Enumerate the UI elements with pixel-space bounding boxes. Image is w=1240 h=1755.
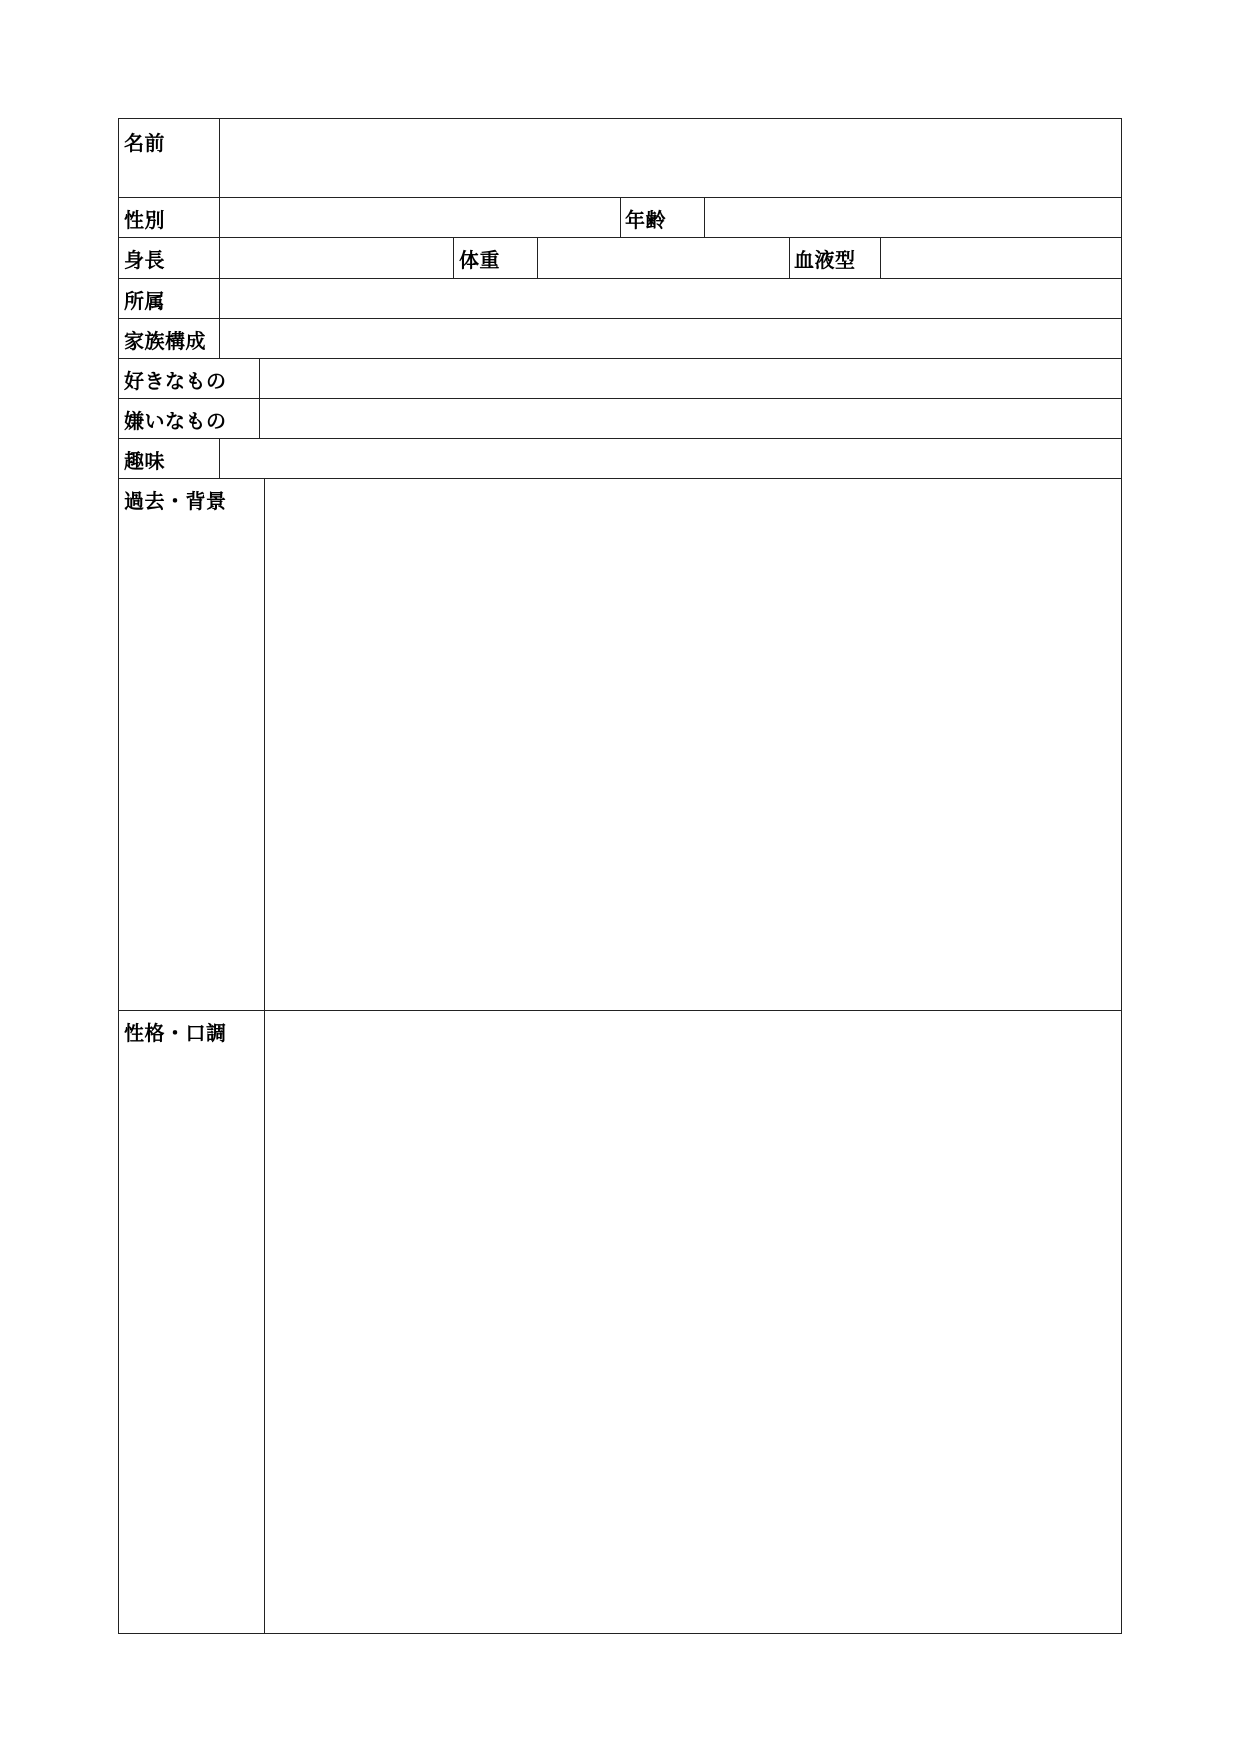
- dislikes-field[interactable]: [260, 399, 1121, 438]
- personality-field[interactable]: [265, 1011, 1121, 1633]
- dislikes-row: [119, 399, 1121, 439]
- height-label: 身長: [124, 248, 165, 272]
- hobby-row: [119, 439, 1121, 479]
- likes-label: 好きなもの: [124, 369, 227, 393]
- height-field[interactable]: [220, 238, 453, 278]
- gender-field[interactable]: [220, 198, 620, 237]
- family-field[interactable]: [220, 319, 1121, 358]
- affiliation-field[interactable]: [220, 279, 1121, 318]
- body-stats-row: [119, 238, 1121, 279]
- name-field[interactable]: [220, 119, 1121, 197]
- likes-row: [119, 359, 1121, 399]
- hobby-label: 趣味: [124, 449, 165, 473]
- personality-row: [119, 1011, 1121, 1633]
- weight-label: 体重: [459, 248, 500, 272]
- name-row: [119, 119, 1121, 198]
- weight-divider-left: [453, 238, 454, 278]
- affiliation-label: 所属: [124, 289, 165, 313]
- name-label: 名前: [124, 131, 165, 155]
- gender-age-row: [119, 198, 1121, 238]
- weight-field[interactable]: [538, 238, 789, 278]
- family-row: [119, 319, 1121, 359]
- background-row: [119, 479, 1121, 1011]
- background-field[interactable]: [265, 479, 1121, 1010]
- age-label: 年齢: [625, 208, 666, 232]
- affiliation-row: [119, 279, 1121, 319]
- blood-type-field[interactable]: [881, 238, 1121, 278]
- gender-label: 性別: [124, 208, 165, 232]
- age-field[interactable]: [705, 198, 1121, 237]
- dislikes-label: 嫌いなもの: [124, 409, 227, 433]
- likes-field[interactable]: [260, 359, 1121, 398]
- personality-label: 性格・口調: [124, 1021, 227, 1045]
- blood-type-label: 血液型: [794, 248, 856, 272]
- background-label: 過去・背景: [124, 489, 227, 513]
- hobby-field[interactable]: [220, 439, 1121, 478]
- family-label: 家族構成: [124, 329, 206, 353]
- character-profile-sheet: [118, 118, 1122, 1634]
- blood-type-divider-left: [789, 238, 790, 278]
- age-divider-left: [620, 198, 621, 237]
